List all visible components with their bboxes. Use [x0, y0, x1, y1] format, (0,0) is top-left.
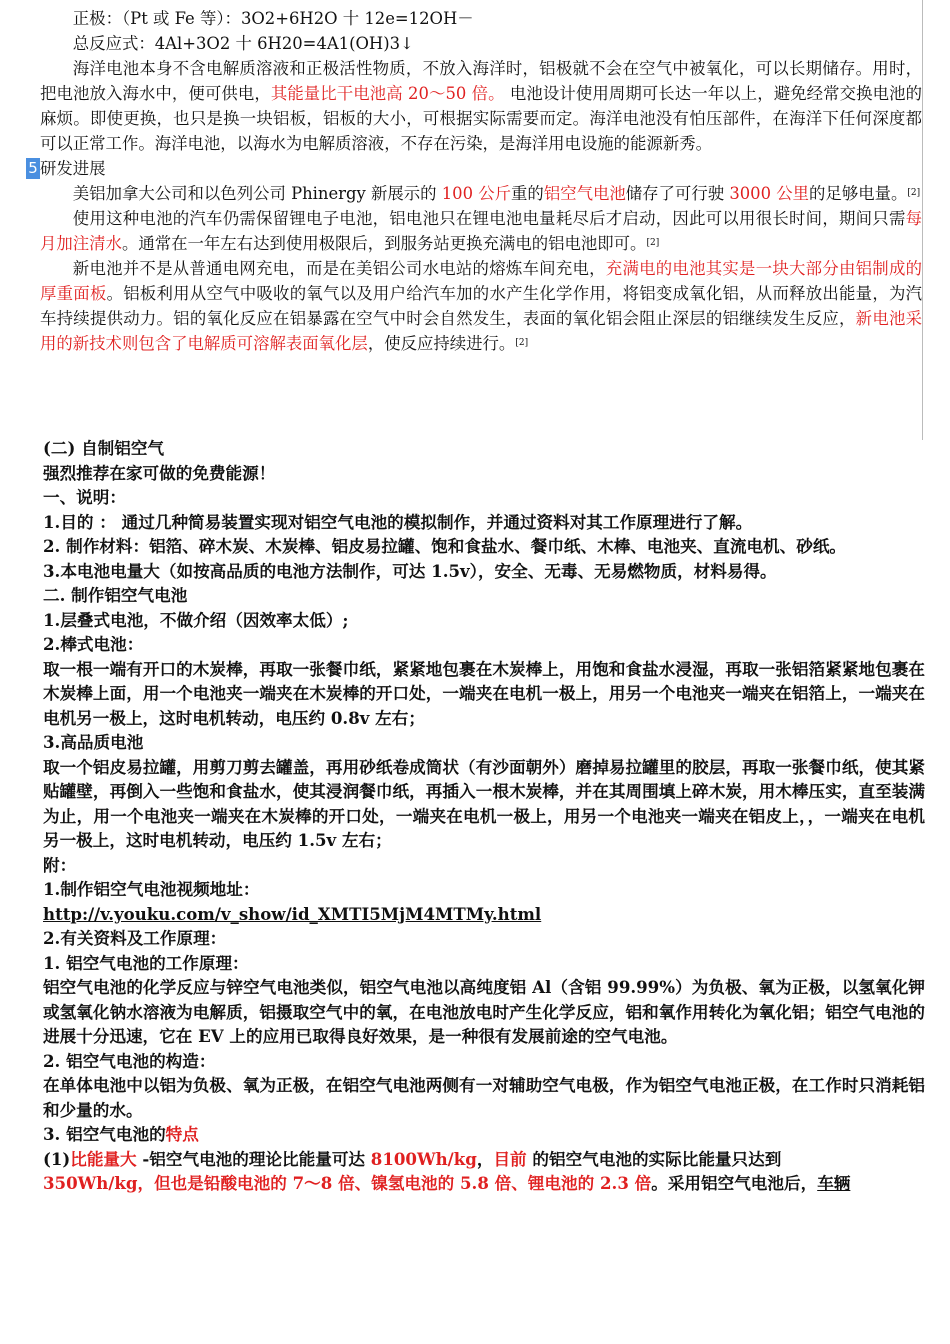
- section-title: 研发进展: [40, 159, 106, 178]
- info-label: 2.有关资料及工作原理：: [43, 928, 227, 948]
- lower-section: [43, 436, 925, 1196]
- heading-diy: (二) 自制铝空气: [43, 438, 165, 458]
- heading-make: 二. 制作铝空气电池: [43, 585, 188, 605]
- positive-electrode-line: 正极：（Pt 或 Fe 等）：3O2+6H2O 十 12e=12OH－: [72, 9, 474, 28]
- video-label: 1.制作铝空气电池视频地址：: [43, 879, 260, 899]
- item-rod-title: 2.棒式电池：: [43, 634, 144, 654]
- paragraph-usage: 使用这种电池的汽车仍需保留锂电子电池，铝电池只在锂电池电量耗尽后才启动，因此可以用很长时间，期间只需每月加注清水。通常在一年左右达到使用极限后，到服务站更换充满电的铝电池即可。[2]: [40, 209, 922, 253]
- appendix-label: 附：: [43, 854, 77, 875]
- paragraph-alcoa: 美铝加拿大公司和以色列公司 Phinergy 新展示的 100 公斤重的铝空气电池储存了可行驶 3000 公里的足够电量。[2]: [72, 184, 921, 203]
- principle-text: 铝空气电池的化学反应与锌空气电池类似，铝空气电池以高纯度铝 Al（含铝 99.99%）为负极、氧为正极，以氢氧化钾或氢氧化钠水溶液为电解质，铝摄取空气中的氧，在电池放电时产生化学反应，铝和氧作用转化为氧化铝；铝空气电池的进展十分迅速，它在 EV 上的应用已取得良好效果，是一种很有发展前途的空气电池。: [43, 977, 925, 1046]
- highlight-energy: 其能量比干电池高 20～50 倍。: [270, 84, 505, 103]
- item-quality-title: 3.高品质电池: [43, 732, 144, 752]
- heading-explain: 一、说明：: [43, 487, 126, 507]
- structure-text: 在单体电池中以铝为负极、氧为正极，在铝空气电池两侧有一对辅助空气电极，作为铝空气电池正极，在工作时只消耗铝和少量的水。: [43, 1075, 925, 1120]
- reference-mark[interactable]: [2]: [907, 188, 921, 198]
- paragraph-ocean-battery: 海洋电池本身不含电解质溶液和正极活性物质，不放入海洋时，铝极就不会在空气中被氧化，可以长期储存。用时，把电池放入海水中，便可供电，其能量比干电池高 20～50 倍。 电池设计使用周期可长达一年以上，避免经常交换电池的麻烦。即使更换，也只是换一块铝板，铝板的大小，可根据实际需要而定。海洋电池没有怕压部件，在海洋下任何深度都可以正常工作。海洋电池，以海水为电解质溶液，不存在污染，是海洋用电设施的能源新秀。: [40, 59, 922, 153]
- structure-title: 2. 铝空气电池的构造：: [43, 1050, 216, 1071]
- section-number-badge: 5: [26, 158, 40, 179]
- item-rod-text: 取一根一端有开口的木炭棒，再取一张餐巾纸，紧紧地包裹在木炭棒上，用饱和食盐水浸湿，再取一张铝箔紧紧地包裹在木炭棒上面，用一个电池夹一端夹在木炭棒的开口处，一端夹在电机一极上，用另一个电池夹一端夹在铝箔上，一端夹在电机另一极上，这时电机转动，电压约 0.8v 左右；: [43, 658, 925, 728]
- principle-title: 1. 铝空气电池的工作原理：: [43, 952, 249, 973]
- section-heading: [28, 156, 922, 181]
- item-quality-text: 取一个铝皮易拉罐，用剪刀剪去罐盖，再用砂纸卷成筒状（有沙面朝外）磨掉易拉罐里的胶层，再取一张餐巾纸，使其紧贴罐壁，再倒入一些饱和食盐水，使其浸润餐巾纸，再插入一根木炭棒，并在其周围填上碎木炭，用木棒压实，直至装满为止，用一个电池夹一端夹在木炭棒的开口处，一端夹在电机一极上，用另一个电池夹一端夹在铝皮上，，一端夹在电机另一极上，这时电机转动，电压约 1.5v 左右；: [43, 756, 925, 850]
- item-laminated: 1.层叠式电池，不做介绍（因效率太低）;: [43, 609, 349, 630]
- item-materials: 2. 制作材料：铝箔、碎木炭、木炭棒、铝皮易拉罐、饱和食盐水、餐巾纸、木棒、电池夹、直流电机、砂纸。: [43, 536, 847, 556]
- reference-mark[interactable]: [2]: [646, 238, 660, 248]
- item-capacity: 3.本电池电量大（如按高品质的电池方法制作，可达 1.5v），安全、无毒、无易燃物质，材料易得。: [43, 560, 777, 581]
- margin-line: [922, 0, 923, 440]
- reference-mark[interactable]: [2]: [515, 338, 529, 348]
- features-title: 3. 铝空气电池的特点: [43, 1124, 199, 1144]
- total-reaction-line: 总反应式：4Al+3O2 十 6H20=4A1(OH)3↓: [72, 34, 414, 53]
- paragraph-charging: 新电池并不是从普通电网充电，而是在美铝公司水电站的熔炼车间充电，充满电的电池其实是一块大部分由铝制成的厚重面板。铝板利用从空气中吸收的氧气以及用户给汽车加的水产生化学作用，将铝变成氧化铝，从而释放出能量，为汽车持续提供动力。铝的氧化反应在铝暴露在空气中时会自然发生，表面的氧化铝会阻止深层的铝继续发生反应，新电池采用的新技术则包含了电解质可溶解表面氧化层，使反应持续进行。[2]: [40, 259, 923, 353]
- item-purpose: 1.目的 ： 通过几种简易装置实现对铝空气电池的模拟制作，并通过资料对其工作原理进行了解。: [43, 511, 753, 532]
- video-link[interactable]: http://v.youku.com/v_show/id_XMTI5MjM4MTMy.html: [43, 903, 542, 924]
- upper-section: [28, 6, 923, 356]
- feature-energy: (1)比能量大 -铝空气电池的理论比能量可达 8100Wh/kg，目前 的铝空气电池的实际比能量只达到 350Wh/kg，但也是铅酸电池的 7～8 倍、镍氢电池的 5.8 倍、锂电池的 2.3 倍。采用铝空气电池后，车辆: [43, 1148, 851, 1193]
- heading-recommend: 强烈推荐在家可做的免费能源！: [43, 462, 276, 483]
